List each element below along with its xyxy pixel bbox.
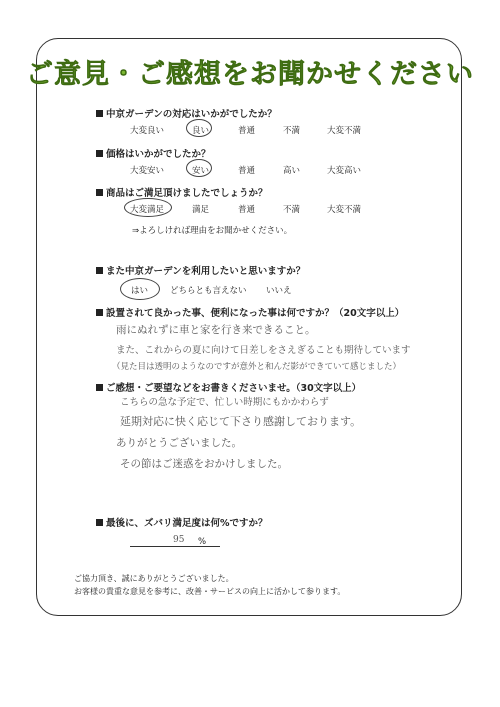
option-price-4[interactable]: 高い [283,166,301,176]
square-bullet-icon [96,309,103,316]
form-title: ご意見・ご感想をお聞かせください [26,59,474,90]
option-reuse-yes[interactable]: はい [131,286,149,296]
square-bullet-icon [96,384,103,391]
selected-circle-mark [186,159,212,177]
footer-note: お客様の貴重な意見を参考に、改善・サービスの向上に活かして参ります。 [74,587,346,596]
selected-circle-mark [120,278,160,300]
option-price-3[interactable]: 普通 [238,166,256,176]
square-bullet-icon [96,519,103,526]
question-service: 中京ガーデンの対応はいかがでしたか？ [96,106,277,120]
footer-thanks: ご協力頂き、誠にありがとうございました。 [74,574,234,583]
option-reuse-no[interactable]: いいえ [266,286,292,296]
square-bullet-icon [96,110,103,117]
option-price-2[interactable]: 安い [192,166,210,176]
handwritten-comment-line-1: こちらの急な予定で、忙しい時期にもかかわらず [120,397,329,408]
option-service-4[interactable]: 不満 [283,126,301,136]
option-service-3[interactable]: 普通 [238,126,256,136]
handwritten-benefit-line-2: また、これからの夏に向けて日差しをさえぎることも期待しています [116,345,411,356]
handwritten-comment-line-4: その節はご迷惑をおかけしました。 [120,458,288,470]
selected-circle-mark [124,198,172,217]
option-service-1[interactable]: 大変良い [130,126,165,136]
square-bullet-icon [96,150,103,157]
selected-circle-mark [186,119,212,137]
option-price-5[interactable]: 大変高い [327,166,362,176]
square-bullet-icon [96,267,103,274]
question-reuse: また中京ガーデンを利用したいと思いますか？ [96,263,305,277]
option-product-2[interactable]: 満足 [192,205,210,215]
percent-sign: % [198,537,207,547]
handwritten-benefit-line-3: （見た目は透明のようなのですが意外と和んだ影ができていて感じました） [112,362,402,372]
square-bullet-icon [96,189,103,196]
question-comments: ご感想・ご要望などをお書きくださいませ。（30文字以上） [96,380,361,394]
question-benefits: 設置されて良かった事、便利になった事は何ですか？（20文字以上） [96,305,404,319]
option-service-5[interactable]: 大変不満 [327,126,362,136]
answer-underline [130,546,220,547]
question-product: 商品はご満足頂けましたでしょうか？ [96,185,268,199]
option-product-1[interactable]: 大変満足 [130,205,165,215]
option-product-4[interactable]: 不満 [283,205,301,215]
option-reuse-neutral[interactable]: どちらとも言えない [170,286,247,296]
option-service-2[interactable]: 良い [192,126,210,136]
handwritten-comment-line-2: 延期対応に快く応じて下さり感謝しております。 [120,415,362,428]
satisfaction-value[interactable]: 95 [173,535,185,545]
option-product-5[interactable]: 大変不満 [327,205,362,215]
handwritten-benefit-line-1: 雨にぬれずに車と家を行き来できること。 [116,324,316,336]
option-price-1[interactable]: 大変安い [130,166,165,176]
question-price: 価格はいかがでしたか？ [96,146,211,160]
question-satisfaction: 最後に、ズバリ満足度は何%ですか？ [96,515,268,529]
reason-prompt: ⇒よろしければ理由をお聞かせください。 [132,226,293,236]
option-product-3[interactable]: 普通 [238,205,256,215]
handwritten-comment-line-3: ありがとうございました。 [116,437,242,449]
